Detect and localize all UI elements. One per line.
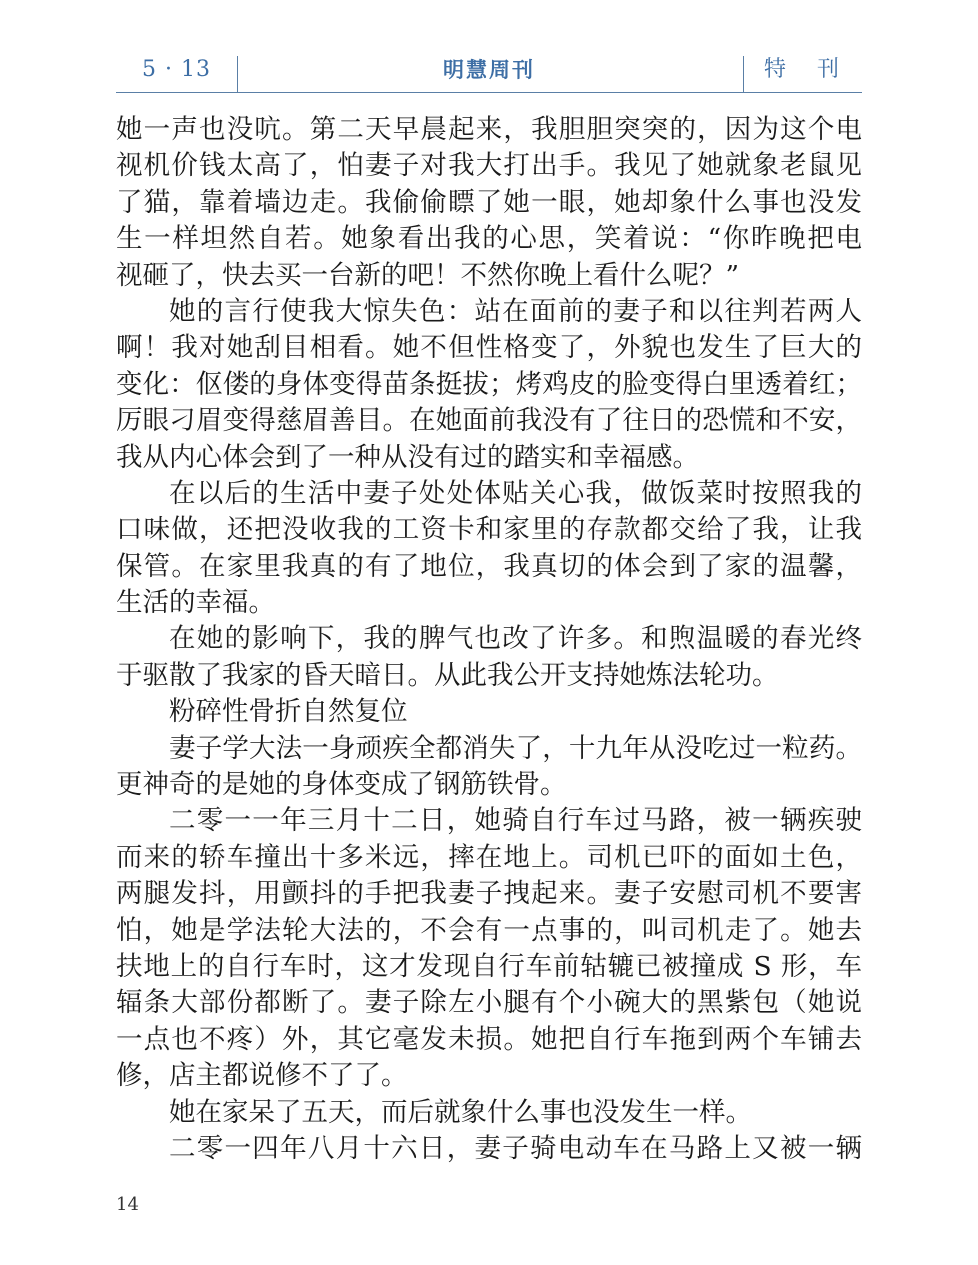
text-line: 一点也不疼）外，其它毫发未损。她把自行车拖到两个车铺去 [116,1023,862,1055]
text-line: 扶地上的自行车时，这才发现自行车前轱辘已被撞成 S 形，车 [116,950,862,982]
text-line: 修，店主都说修不了了。 [116,1060,408,1092]
text-line: 二零一一年三月十二日，她骑自行车过马路，被一辆疾驶 [169,805,862,837]
text-line: 了猫，靠着墙边走。我偷偷瞟了她一眼，她却象什么事也没发 [116,186,862,218]
publication-title: 明慧周刊 [443,58,535,82]
article-body [116,112,862,1167]
text-line: 厉眼刁眉变得慈眉善目。在她面前我没有了往日的恐慌和不安， [116,405,862,437]
text-line: 辐条大部份都断了。妻子除左小腿有个小碗大的黑紫包（她说 [116,987,862,1019]
issue-number: 5 · 13 [142,57,211,82]
text-line: 口味做，还把没收我的工资卡和家里的存款都交给了我，让我 [116,514,862,546]
text-line: 生活的幸福。 [116,587,275,619]
text-line: 变化：伛偻的身体变得苗条挺拔；烤鸡皮的脸变得白里透着红； [116,368,862,400]
text-line: 二零一四年八月十六日，妻子骑电动车在马路上又被一辆 [169,1132,862,1164]
text-line: 啊！我对她刮目相看。她不但性格变了，外貌也发生了巨大的 [116,332,862,364]
text-line: 视机价钱太高了，怕妻子对我大打出手。我见了她就象老鼠见 [116,150,862,182]
text-line: 我从内心体会到了一种从没有过的踏实和幸福感。 [116,441,699,473]
text-line: 生一样坦然自若。她象看出我的心思，笑着说：“你昨晚把电 [116,223,862,255]
text-line: 她在家呆了五天，而后就象什么事也没发生一样。 [169,1096,752,1128]
text-line: 怕，她是学法轮大法的，不会有一点事的，叫司机走了。她去 [116,914,862,946]
text-line: 于驱散了我家的昏天暗日。从此我公开支持她炼法轮功。 [116,659,779,691]
text-line: 两腿发抖，用颤抖的手把我妻子拽起来。妻子安慰司机不要害 [116,878,862,910]
text-line: 保管。在家里我真的有了地位，我真切的体会到了家的温馨， [116,550,862,582]
header-divider-right [743,56,744,92]
text-line: 她一声也没吭。第二天早晨起来，我胆胆突突的，因为这个电 [116,114,862,145]
text-line: 视砸了，快去买一台新的吧！不然你晚上看什么呢？” [116,259,740,291]
text-line: 在她的影响下，我的脾气也改了许多。和煦温暖的春光终 [169,623,862,655]
page-header [116,52,862,93]
text-line: 她的言行使我大惊失色：站在面前的妻子和以往判若两人 [169,295,862,327]
text-line: 更神奇的是她的身体变成了钢筋铁骨。 [116,769,567,801]
text-line: 妻子学大法一身顽疾全都消失了，十九年从没吃过一粒药。 [169,732,862,764]
text-line: 而来的轿车撞出十多米远，摔在地上。司机已吓的面如土色， [116,841,862,873]
section-label: 特 刊 [764,57,851,82]
page-number: 14 [116,1194,139,1215]
text-line: 在以后的生活中妻子处处体贴关心我，做饭菜时按照我的 [169,477,862,509]
text-line: 粉碎性骨折自然复位 [169,696,408,728]
